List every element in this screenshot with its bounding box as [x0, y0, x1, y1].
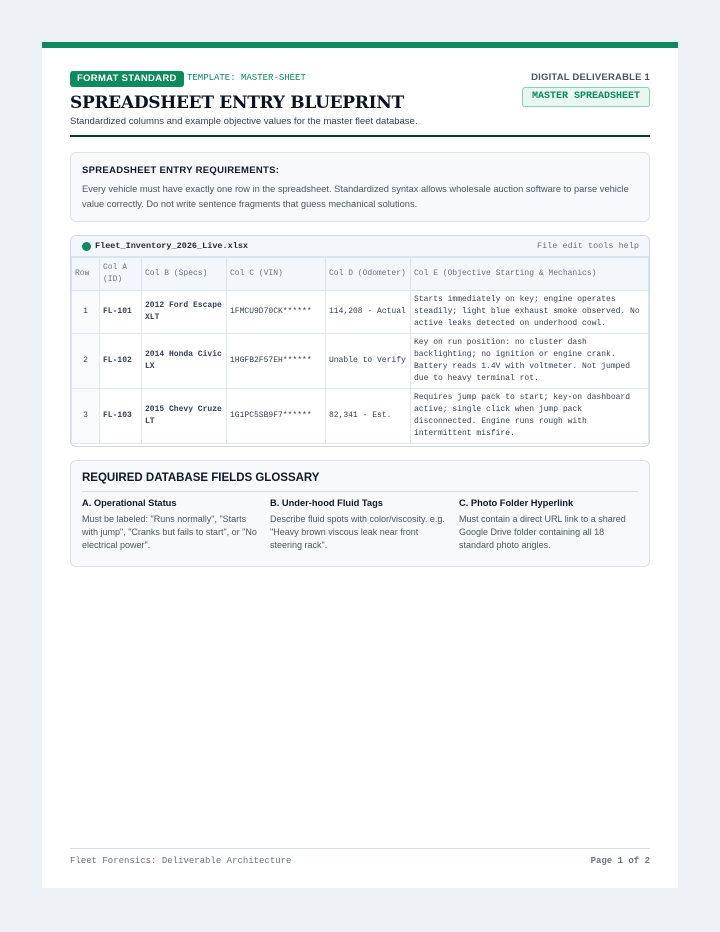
- glossary-item: [270, 498, 448, 552]
- vehicle-specs: 2012 Ford Escape XLT: [142, 291, 227, 334]
- vehicle-vin: 1HGFB2F57EH******: [227, 334, 326, 389]
- footer-label: Fleet Forensics: Deliverable Architecture: [70, 856, 292, 866]
- deliverable-label: DIGITAL DELIVERABLE 1: [531, 72, 650, 83]
- table-row: [72, 334, 649, 389]
- glossary-item: [459, 498, 637, 552]
- title-divider: [70, 135, 650, 137]
- column-header: Col D (Odometer): [326, 258, 411, 291]
- spreadsheet-preview: [70, 235, 650, 447]
- table-header-row: [72, 258, 649, 291]
- vehicle-odometer: Unable to Verify: [326, 334, 411, 389]
- column-header: Col A (ID): [100, 258, 142, 291]
- status-dot-icon: [82, 242, 91, 251]
- vehicle-vin: 1G1PC5SB9F7******: [227, 389, 326, 444]
- accent-bar: [42, 42, 678, 48]
- spreadsheet-menu: File edit tools help: [536, 241, 639, 251]
- vehicle-mechanics: Requires jump pack to start; key-on dashboard active; single click when jump pack disconnected. Engine runs rough with intermittent misfire.: [411, 389, 649, 444]
- row-number: 2: [72, 334, 100, 389]
- glossary-item-title: A. Operational Status: [82, 498, 177, 508]
- template-label: TEMPLATE: MASTER-SHEET: [187, 73, 306, 83]
- page-title: SPREADSHEET ENTRY BLUEPRINT: [70, 93, 404, 113]
- vehicle-id: FL-103: [100, 389, 142, 444]
- requirements-heading: SPREADSHEET ENTRY REQUIREMENTS:: [82, 165, 280, 176]
- spreadsheet-table: [71, 257, 649, 444]
- table-row: [72, 389, 649, 444]
- spreadsheet-filename: Fleet_Inventory_2026_Live.xlsx: [95, 241, 249, 251]
- glossary-item-title: C. Photo Folder Hyperlink: [459, 498, 574, 508]
- vehicle-specs: 2014 Honda Civic LX: [142, 334, 227, 389]
- vehicle-mechanics: Starts immediately on key; engine operates steadily; light blue exhaust smoke observed. No active leaks detected on underhood cowl.: [411, 291, 649, 334]
- page-number: Page 1 of 2: [590, 856, 650, 866]
- vehicle-odometer: 114,208 - Actual: [326, 291, 411, 334]
- glossary-item-body: Describe fluid spots with color/viscosity. e.g. "Heavy brown viscous leak near front steering rack".: [270, 514, 445, 550]
- column-header: Col C (VIN): [227, 258, 326, 291]
- requirements-body: Every vehicle must have exactly one row in the spreadsheet. Standardized syntax allows wholesale auction software to parse vehicle value correctly. Do not write sentence fragments that guess mechanical solutions.: [82, 184, 629, 209]
- format-standard-badge: FORMAT STANDARD: [70, 71, 184, 87]
- document-page: [42, 42, 678, 888]
- row-number: 3: [72, 389, 100, 444]
- column-header: Row: [72, 258, 100, 291]
- requirements-box: [70, 152, 650, 222]
- vehicle-mechanics: Key on run position: no cluster dash backlighting; no ignition or engine crank. Battery reads 1.4V with voltmeter. Not jumped due to heavy terminal rot.: [411, 334, 649, 389]
- vehicle-odometer: 82,341 - Est.: [326, 389, 411, 444]
- glossary-divider: [82, 491, 638, 492]
- vehicle-id: FL-102: [100, 334, 142, 389]
- row-number: 1: [72, 291, 100, 334]
- footer-divider: [70, 848, 650, 849]
- column-header: Col E (Objective Starting & Mechanics): [411, 258, 649, 291]
- page-subtitle: Standardized columns and example objective values for the master fleet database.: [70, 116, 418, 127]
- glossary-heading: REQUIRED DATABASE FIELDS GLOSSARY: [82, 472, 320, 484]
- vehicle-id: FL-101: [100, 291, 142, 334]
- glossary-item: [82, 498, 260, 552]
- glossary-item-body: Must contain a direct URL link to a shared Google Drive folder containing all 18 standard photo angles.: [459, 514, 626, 550]
- table-row: [72, 291, 649, 334]
- column-header: Col B (Specs): [142, 258, 227, 291]
- glossary-item-body: Must be labeled: "Runs normally", "Starts with jump", "Cranks but fails to start", or "No electrical power".: [82, 514, 257, 550]
- vehicle-vin: 1FMCU9D70CK******: [227, 291, 326, 334]
- vehicle-specs: 2015 Chevy Cruze LT: [142, 389, 227, 444]
- glossary-item-title: B. Under-hood Fluid Tags: [270, 498, 383, 508]
- spreadsheet-titlebar: [71, 236, 649, 257]
- master-spreadsheet-tag: MASTER SPREADSHEET: [522, 87, 650, 107]
- glossary-box: [70, 460, 650, 567]
